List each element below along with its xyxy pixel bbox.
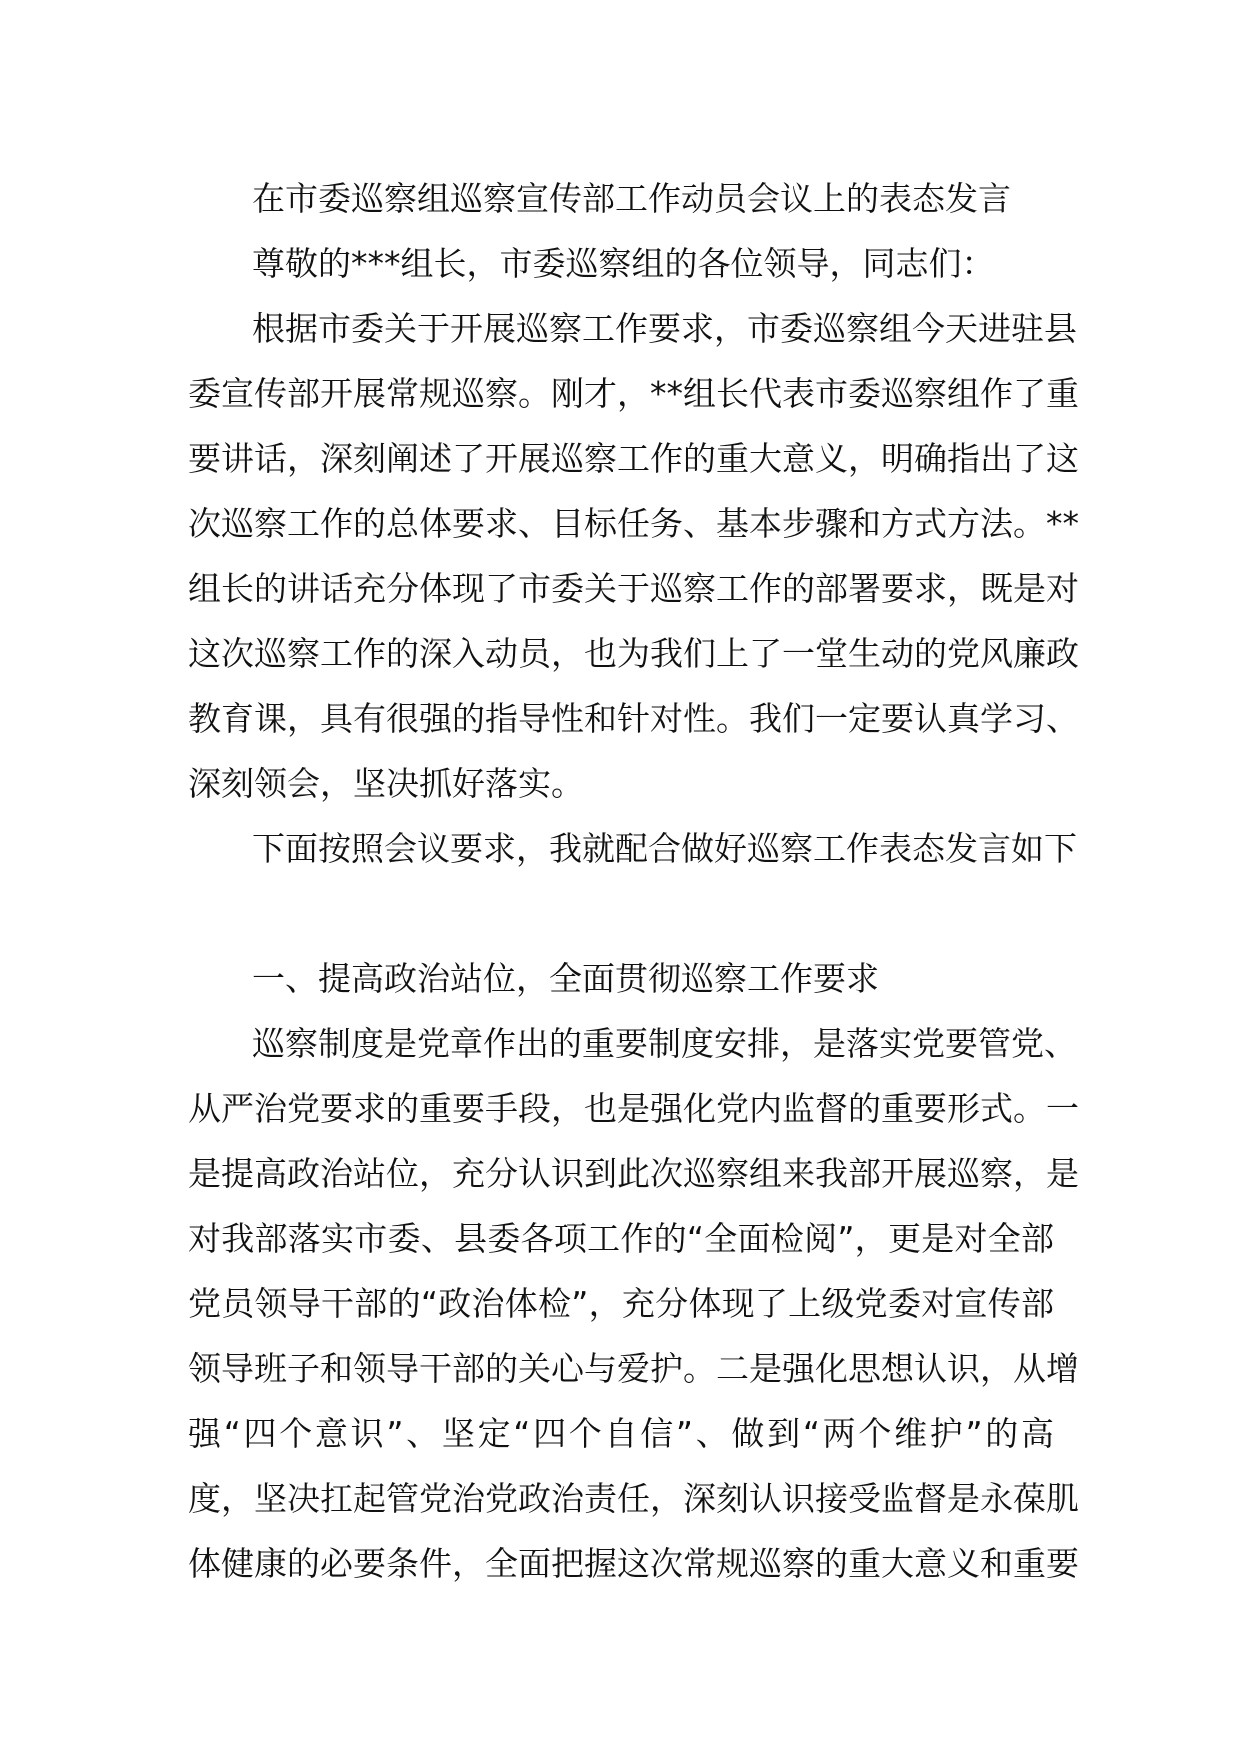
paragraph-intro bbox=[188, 296, 1079, 816]
paragraph-line: 次巡察工作的总体要求、目标任务、基本步骤和方式方法。** bbox=[188, 504, 1079, 543]
document-page bbox=[188, 166, 1079, 1596]
paragraph-line: 根据市委关于开展巡察工作要求，市委巡察组今天进驻县 bbox=[252, 309, 1077, 348]
paragraph-line: 巡察制度是党章作出的重要制度安排，是落实党要管党、 bbox=[252, 1024, 1077, 1063]
paragraph-transition: 下面按照会议要求，我就配合做好巡察工作表态发言如下 bbox=[252, 829, 1077, 868]
paragraph-line: 领导班子和领导干部的关心与爱护。二是强化思想认识，从增 bbox=[188, 1349, 1079, 1388]
blank-line bbox=[188, 881, 1054, 946]
paragraph-line: 这次巡察工作的深入动员，也为我们上了一堂生动的党风廉政 bbox=[188, 634, 1079, 673]
section-heading: 一、提高政治站位，全面贯彻巡察工作要求 bbox=[252, 959, 879, 998]
paragraph-section-one bbox=[188, 1011, 1079, 1596]
paragraph-line: 深刻领会，坚决抓好落实。 bbox=[188, 764, 584, 803]
paragraph-line: 对我部落实市委、县委各项工作的“全面检阅”，更是对全部 bbox=[188, 1219, 1054, 1258]
paragraph-line: 强“四个意识”、坚定“四个自信”、做到“两个维护”的高 bbox=[188, 1414, 1054, 1453]
paragraph-line: 体健康的必要条件，全面把握这次常规巡察的重大意义和重要 bbox=[188, 1544, 1079, 1583]
salutation: 尊敬的***组长，市委巡察组的各位领导，同志们： bbox=[252, 244, 995, 283]
paragraph-line: 是提高政治站位，充分认识到此次巡察组来我部开展巡察，是 bbox=[188, 1154, 1079, 1193]
paragraph-line: 教育课，具有很强的指导性和针对性。我们一定要认真学习、 bbox=[188, 699, 1079, 738]
paragraph-line: 党员领导干部的“政治体检”，充分体现了上级党委对宣传部 bbox=[188, 1284, 1054, 1323]
paragraph-line: 组长的讲话充分体现了市委关于巡察工作的部署要求，既是对 bbox=[188, 569, 1079, 608]
document-title: 在市委巡察组巡察宣传部工作动员会议上的表态发言 bbox=[252, 179, 1011, 218]
paragraph-line: 委宣传部开展常规巡察。刚才，**组长代表市委巡察组作了重 bbox=[188, 374, 1079, 413]
paragraph-line: 要讲话，深刻阐述了开展巡察工作的重大意义，明确指出了这 bbox=[188, 439, 1079, 478]
paragraph-line: 度，坚决扛起管党治党政治责任，深刻认识接受监督是永葆肌 bbox=[188, 1479, 1079, 1518]
paragraph-line: 从严治党要求的重要手段，也是强化党内监督的重要形式。一 bbox=[188, 1089, 1079, 1128]
